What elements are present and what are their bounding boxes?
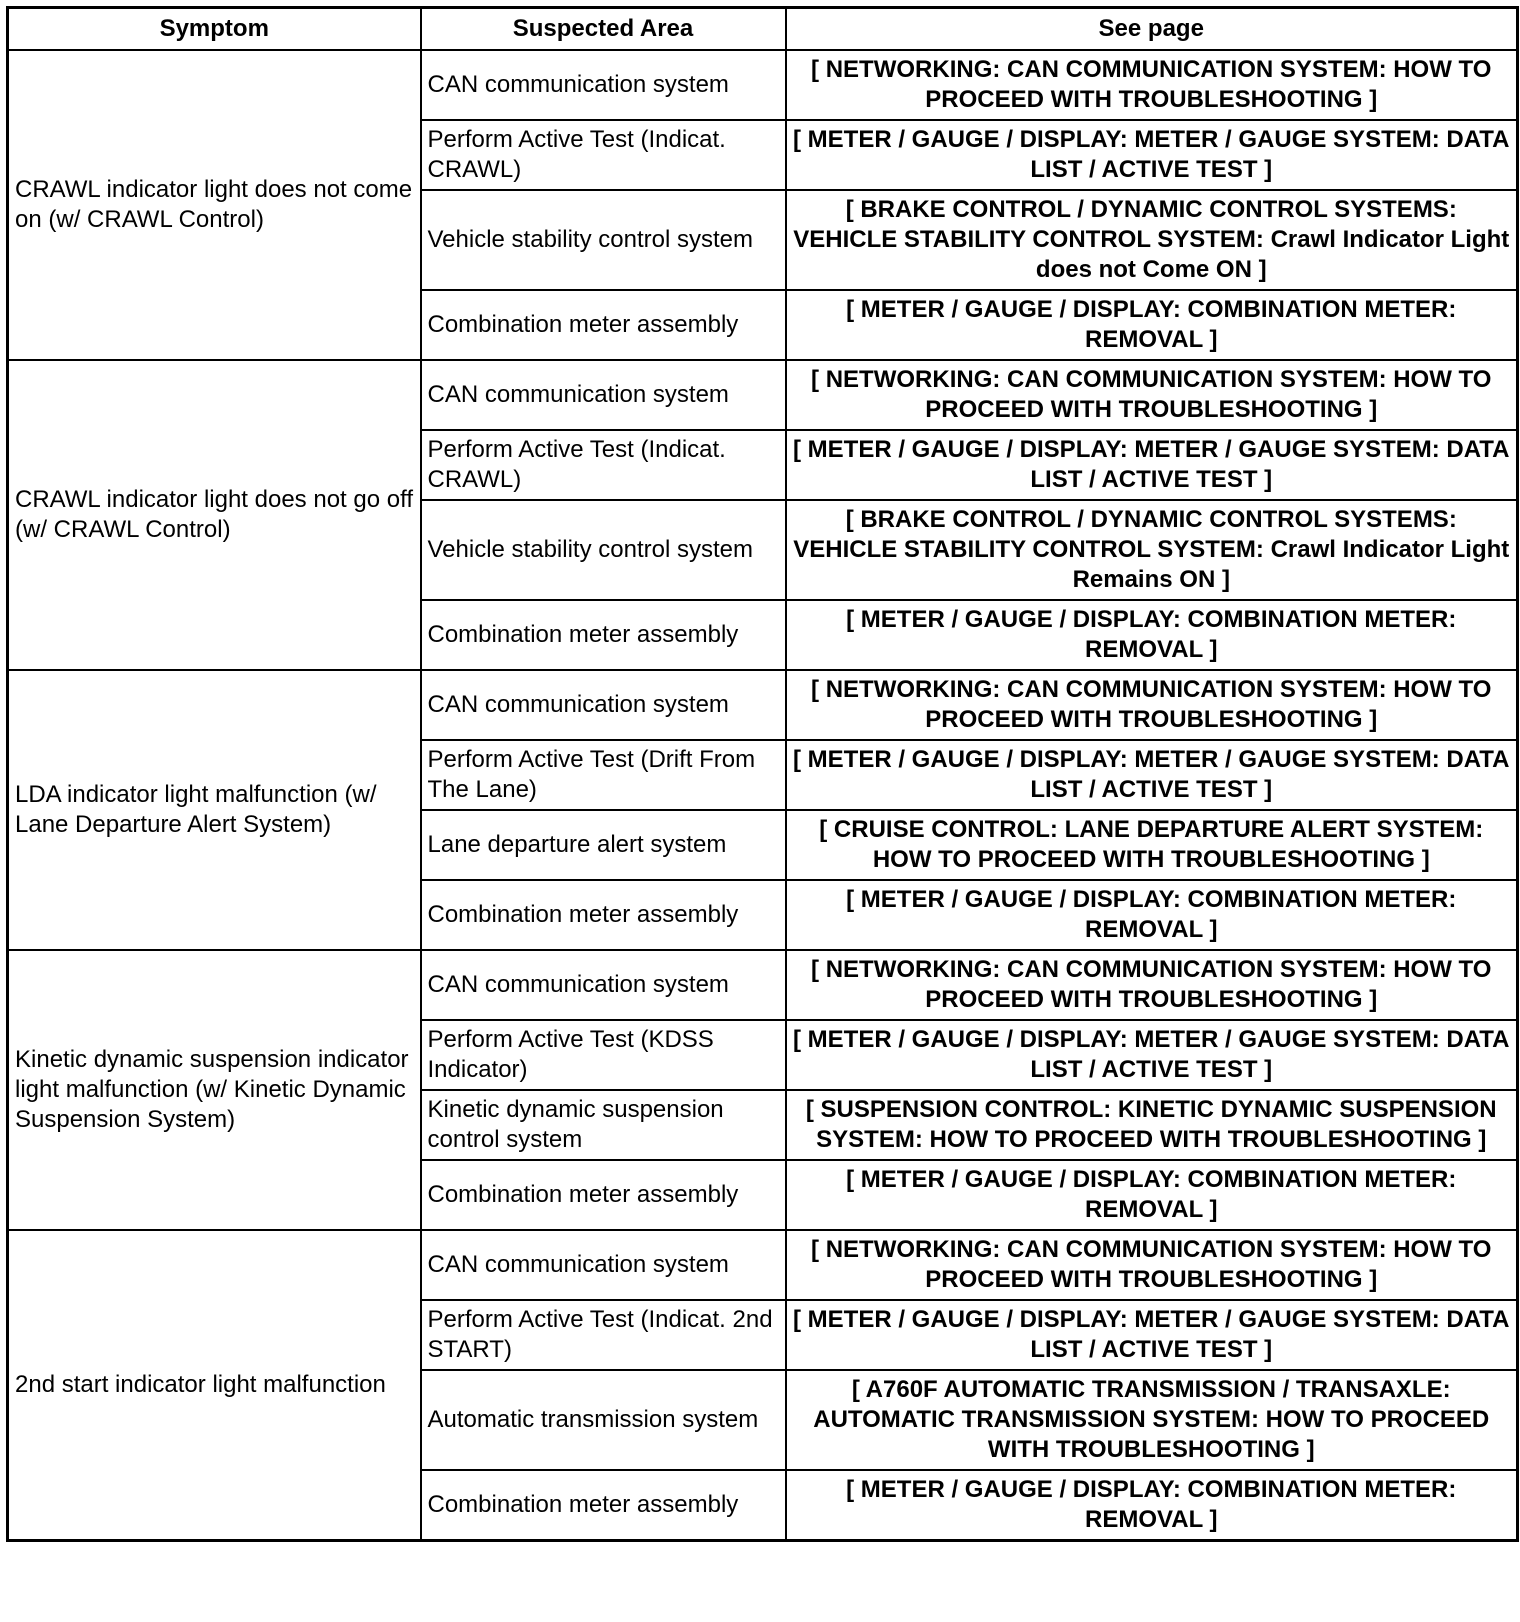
suspected-area-cell: Perform Active Test (KDSS Indicator): [421, 1020, 786, 1090]
suspected-area-cell: Lane departure alert system: [421, 810, 786, 880]
see-page-link[interactable]: [ BRAKE CONTROL / DYNAMIC CONTROL SYSTEMS: VEHICLE STABILITY CONTROL SYSTEM: Crawl Indicator Light does not Come ON ]: [786, 190, 1518, 290]
see-page-link[interactable]: [ METER / GAUGE / DISPLAY: COMBINATION METER: REMOVAL ]: [786, 290, 1518, 360]
suspected-area-cell: Perform Active Test (Indicat. CRAWL): [421, 120, 786, 190]
suspected-area-cell: CAN communication system: [421, 670, 786, 740]
table-row: [8, 1230, 1518, 1300]
symptom-cell: Kinetic dynamic suspension indicator light malfunction (w/ Kinetic Dynamic Suspension System): [8, 950, 421, 1230]
suspected-area-cell: CAN communication system: [421, 50, 786, 120]
see-page-link[interactable]: [ METER / GAUGE / DISPLAY: COMBINATION METER: REMOVAL ]: [786, 1470, 1518, 1541]
header-symptom: Symptom: [8, 8, 421, 51]
see-page-link[interactable]: [ NETWORKING: CAN COMMUNICATION SYSTEM: HOW TO PROCEED WITH TROUBLESHOOTING ]: [786, 950, 1518, 1020]
header-suspected-area: Suspected Area: [421, 8, 786, 51]
suspected-area-cell: Combination meter assembly: [421, 1470, 786, 1541]
see-page-link[interactable]: [ NETWORKING: CAN COMMUNICATION SYSTEM: HOW TO PROCEED WITH TROUBLESHOOTING ]: [786, 1230, 1518, 1300]
suspected-area-cell: Combination meter assembly: [421, 1160, 786, 1230]
suspected-area-cell: Perform Active Test (Indicat. CRAWL): [421, 430, 786, 500]
suspected-area-cell: CAN communication system: [421, 1230, 786, 1300]
symptom-cell: CRAWL indicator light does not come on (w/ CRAWL Control): [8, 50, 421, 360]
see-page-link[interactable]: [ METER / GAUGE / DISPLAY: COMBINATION METER: REMOVAL ]: [786, 600, 1518, 670]
see-page-link[interactable]: [ METER / GAUGE / DISPLAY: METER / GAUGE SYSTEM: DATA LIST / ACTIVE TEST ]: [786, 740, 1518, 810]
suspected-area-cell: Combination meter assembly: [421, 600, 786, 670]
table-row: [8, 360, 1518, 430]
suspected-area-cell: Vehicle stability control system: [421, 500, 786, 600]
symptom-cell: LDA indicator light malfunction (w/ Lane Departure Alert System): [8, 670, 421, 950]
symptom-cell: CRAWL indicator light does not go off (w/ CRAWL Control): [8, 360, 421, 670]
symptom-cell: 2nd start indicator light malfunction: [8, 1230, 421, 1541]
suspected-area-cell: Vehicle stability control system: [421, 190, 786, 290]
see-page-link[interactable]: [ BRAKE CONTROL / DYNAMIC CONTROL SYSTEMS: VEHICLE STABILITY CONTROL SYSTEM: Crawl Indicator Light Remains ON ]: [786, 500, 1518, 600]
table-row: [8, 670, 1518, 740]
see-page-link[interactable]: [ METER / GAUGE / DISPLAY: METER / GAUGE SYSTEM: DATA LIST / ACTIVE TEST ]: [786, 1020, 1518, 1090]
see-page-link[interactable]: [ METER / GAUGE / DISPLAY: COMBINATION METER: REMOVAL ]: [786, 880, 1518, 950]
see-page-link[interactable]: [ NETWORKING: CAN COMMUNICATION SYSTEM: HOW TO PROCEED WITH TROUBLESHOOTING ]: [786, 50, 1518, 120]
see-page-link[interactable]: [ SUSPENSION CONTROL: KINETIC DYNAMIC SUSPENSION SYSTEM: HOW TO PROCEED WITH TROUBLESHOOTING ]: [786, 1090, 1518, 1160]
see-page-link[interactable]: [ METER / GAUGE / DISPLAY: METER / GAUGE SYSTEM: DATA LIST / ACTIVE TEST ]: [786, 120, 1518, 190]
see-page-link[interactable]: [ A760F AUTOMATIC TRANSMISSION / TRANSAXLE: AUTOMATIC TRANSMISSION SYSTEM: HOW TO PROCEED WITH TROUBLESHOOTING ]: [786, 1370, 1518, 1470]
suspected-area-cell: Perform Active Test (Drift From The Lane): [421, 740, 786, 810]
suspected-area-cell: CAN communication system: [421, 950, 786, 1020]
see-page-link[interactable]: [ METER / GAUGE / DISPLAY: METER / GAUGE SYSTEM: DATA LIST / ACTIVE TEST ]: [786, 430, 1518, 500]
see-page-link[interactable]: [ CRUISE CONTROL: LANE DEPARTURE ALERT SYSTEM: HOW TO PROCEED WITH TROUBLESHOOTING ]: [786, 810, 1518, 880]
suspected-area-cell: Automatic transmission system: [421, 1370, 786, 1470]
see-page-link[interactable]: [ NETWORKING: CAN COMMUNICATION SYSTEM: HOW TO PROCEED WITH TROUBLESHOOTING ]: [786, 360, 1518, 430]
header-row: [8, 8, 1518, 51]
troubleshooting-table: [6, 6, 1519, 1542]
suspected-area-cell: Combination meter assembly: [421, 880, 786, 950]
table-row: [8, 50, 1518, 120]
suspected-area-cell: Kinetic dynamic suspension control system: [421, 1090, 786, 1160]
see-page-link[interactable]: [ METER / GAUGE / DISPLAY: COMBINATION METER: REMOVAL ]: [786, 1160, 1518, 1230]
suspected-area-cell: CAN communication system: [421, 360, 786, 430]
suspected-area-cell: Perform Active Test (Indicat. 2nd START): [421, 1300, 786, 1370]
suspected-area-cell: Combination meter assembly: [421, 290, 786, 360]
header-see-page: See page: [786, 8, 1518, 51]
see-page-link[interactable]: [ METER / GAUGE / DISPLAY: METER / GAUGE SYSTEM: DATA LIST / ACTIVE TEST ]: [786, 1300, 1518, 1370]
see-page-link[interactable]: [ NETWORKING: CAN COMMUNICATION SYSTEM: HOW TO PROCEED WITH TROUBLESHOOTING ]: [786, 670, 1518, 740]
table-row: [8, 950, 1518, 1020]
